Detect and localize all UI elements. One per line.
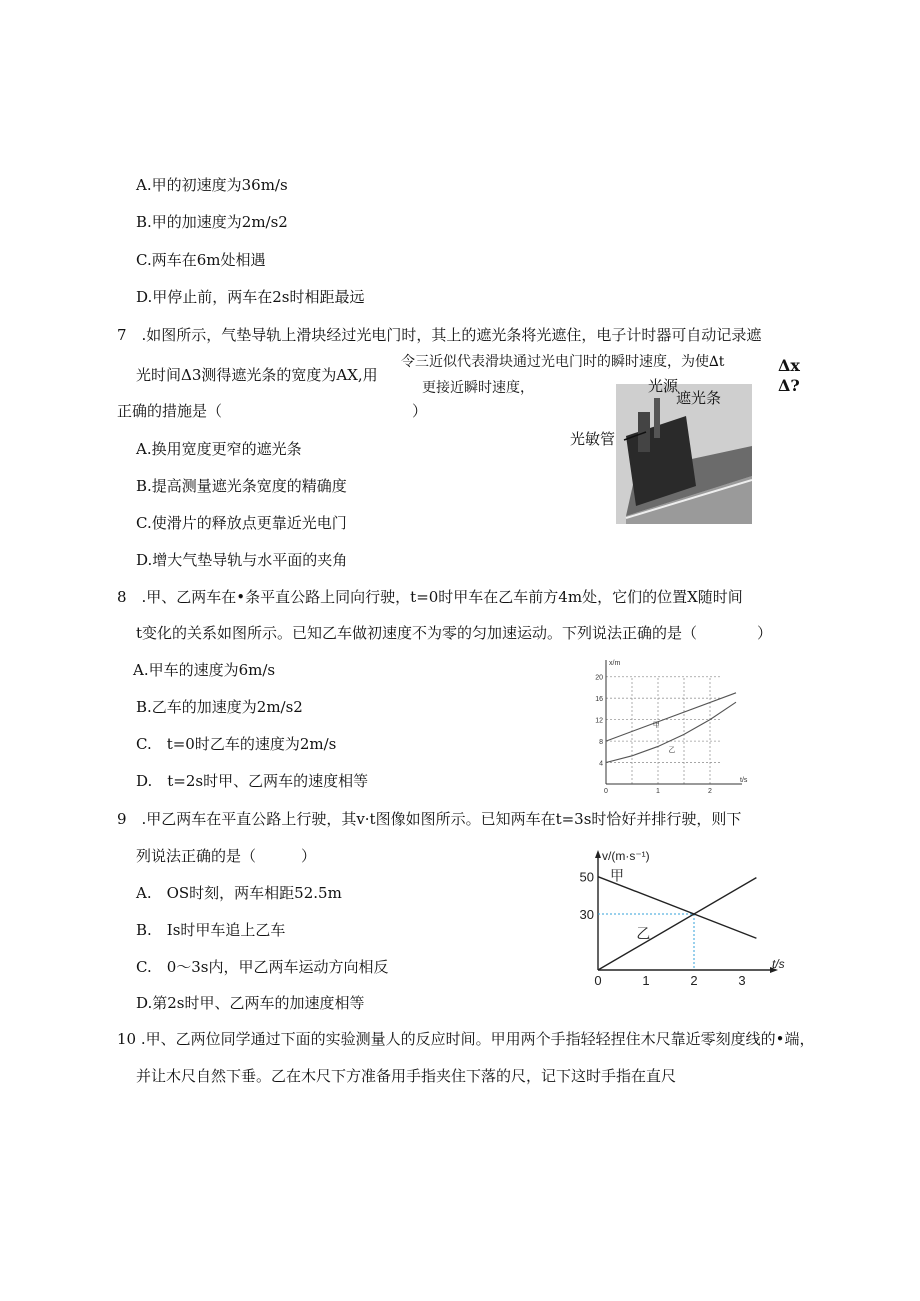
y-tick-label: 4: [599, 760, 603, 768]
q8-option-b: B.乙车的加速度为2m∕s2: [136, 698, 303, 716]
q7-option-b: B.提高测量遮光条宽度的精确度: [136, 477, 347, 495]
q10-line2: 并让木尺自然下垂。乙在木尺下方准备用手指夹住下落的尺，记下这时手指在直尺: [136, 1067, 677, 1085]
series-label-yi: 乙: [668, 746, 676, 754]
q7-fraction-numerator: Δx: [778, 356, 800, 375]
series-line-jia: [606, 693, 736, 741]
q9-option-b: B. Is时甲车追上乙车: [136, 921, 286, 939]
x-tick-label: 1: [642, 973, 650, 988]
q7-line2a: 光时间Δ3测得遮光条的宽度为AX,用: [136, 366, 378, 384]
q7-fraction-denominator: Δ?: [778, 376, 800, 395]
y-tick-label: 12: [595, 717, 603, 725]
option-b: B.甲的加速度为2m∕s2: [136, 213, 288, 231]
y-tick-label: 50: [579, 869, 594, 885]
q8-line2: t变化的关系如图所示。已知乙车做初速度不为零的匀加速运动。下列说法正确的是（ ）: [136, 624, 773, 642]
y-tick-label: 16: [595, 696, 603, 704]
x-tick-label: 0: [604, 788, 608, 795]
q8-option-a: A.甲车的速度为6m∕s: [133, 661, 276, 679]
vt-chart-svg: [576, 846, 786, 994]
option-a: A.甲的初速度为36m∕s: [136, 176, 288, 194]
q8-option-d: D. t=2s时甲、乙两车的速度相等: [136, 772, 369, 790]
q10-line1: 10 .甲、乙两位同学通过下面的实验测量人的反应时间。甲用两个手指轻轻捏住木尺靠近零刻度线的•端，: [117, 1030, 815, 1048]
series-label-jia: 甲: [652, 722, 660, 730]
q9-option-c: C. 0～3s内，甲乙两车运动方向相反: [136, 958, 389, 976]
x-tick-label: 3: [738, 973, 746, 988]
q7-option-d: D.增大气垫导轨与水平面的夹角: [136, 551, 348, 569]
option-c: C.两车在6m处相遇: [136, 251, 266, 269]
xt-chart: [588, 656, 748, 798]
x-tick-label: 2: [708, 788, 712, 795]
y-tick-label: 8: [599, 739, 603, 747]
label-light-source: 光源: [648, 378, 679, 395]
xt-chart-svg: [588, 656, 748, 798]
q7-option-c: C.使滑片的释放点更靠近光电门: [136, 514, 347, 532]
q8-option-c: C. t=0时乙车的速度为2m∕s: [136, 735, 337, 753]
series-label-yi: 乙: [636, 925, 651, 942]
x-tick-label: 0: [594, 973, 602, 988]
x-axis-label: t/s: [740, 777, 748, 784]
y-tick-label: 20: [595, 674, 603, 682]
x-axis-label: t/s: [772, 957, 785, 971]
q9-line1: 9 .甲乙两车在平直公路上行驶，其v·t图像如图所示。已知两车在t=3s时恰好并排行驶，则下: [117, 810, 742, 828]
x-tick-label: 2: [690, 973, 698, 988]
q7-line4b: ）: [412, 402, 428, 420]
q7-line4a: 正确的措施是（: [117, 402, 223, 420]
x-tick-label: 1: [656, 788, 660, 795]
y-axis-label: x/m: [609, 660, 621, 667]
series-line-jia: [598, 877, 756, 942]
series-line-yi: [598, 878, 756, 970]
q9-option-a: A. OS时刻，两车相距52.5m: [136, 884, 342, 902]
air-track-photo: [566, 376, 752, 524]
q9-line2: 列说法正确的是（ ）: [136, 847, 317, 865]
q7-option-a: A.换用宽度更窄的遮光条: [136, 440, 302, 458]
y-tick-label: 30: [579, 907, 594, 922]
y-axis-label: v/(m·s⁻¹): [602, 849, 650, 863]
y-axis-arrow: [595, 850, 601, 858]
vt-chart: [576, 846, 786, 994]
q9-option-d: D.第2s时甲、乙两车的加速度相等: [136, 994, 365, 1012]
q7-line2b: 令三近似代表滑块通过光电门时的瞬时速度，为使∆t: [401, 354, 725, 370]
q7-line1: 7 .如图所示，气垫导轨上滑块经过光电门时，其上的遮光条将光遮住，电子计时器可自动记录遮: [117, 326, 762, 344]
q8-line1: 8 .甲、乙两车在•条平直公路上同向行驶，t=0时甲车在乙车前方4m处，它们的位置X随时间: [117, 588, 743, 606]
label-sensor: 光敏管: [570, 430, 616, 448]
label-shade-strip: 遮光条: [676, 390, 722, 407]
series-label-jia: 甲: [610, 867, 624, 884]
option-d: D.甲停止前，两车在2s时相距最远: [136, 288, 365, 306]
q7-line3: 更接近瞬时速度，: [422, 380, 534, 396]
